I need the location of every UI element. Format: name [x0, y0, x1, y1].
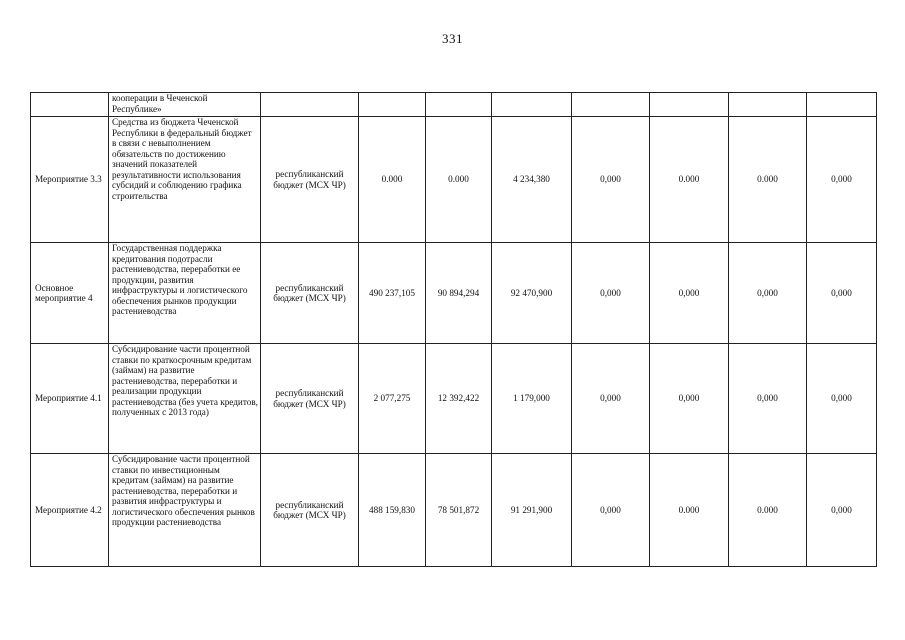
cell-value: 0,000: [572, 243, 650, 344]
cell-value: 91 291,900: [492, 454, 572, 567]
budget-table: [30, 92, 877, 567]
cell-source: республиканский бюджет (МСХ ЧР): [261, 117, 359, 243]
cell-value: 490 237,105: [359, 243, 426, 344]
cell-code: Мероприятие 3.3: [31, 117, 109, 243]
cell-value: 488 159,830: [359, 454, 426, 567]
cell-code: [31, 93, 109, 117]
cell-code: Основное мероприятие 4: [31, 243, 109, 344]
cell-value: 92 470,900: [492, 243, 572, 344]
cell-name: Государственная поддержка кредитования подотрасли растениеводства, переработки ее продукции, развития инфраструктуры и логистического обеспечения рынков продукции растениеводства: [109, 243, 261, 344]
cell-value: 0,000: [807, 243, 877, 344]
cell-value: 0,000: [650, 243, 729, 344]
cell-code: Мероприятие 4.2: [31, 454, 109, 567]
cell-value: 0,000: [572, 454, 650, 567]
cell-name: Субсидирование части процентной ставки по инвестиционным кредитам (займам) на развитие растениеводства, переработки и развития инфраструктуры и логистического обеспечения рынков продукции растениеводства: [109, 454, 261, 567]
cell-value: 0,000: [729, 243, 807, 344]
cell-value: 0,000: [572, 344, 650, 454]
cell-value: [492, 93, 572, 117]
cell-name: кооперации в Чеченской Республике»: [109, 93, 261, 117]
cell-value: 0,000: [807, 344, 877, 454]
cell-value: [650, 93, 729, 117]
cell-name: Субсидирование части процентной ставки по краткосрочным кредитам (займам) на развитие растениеводства, переработки и реализации продукции растениеводства (без учета кредитов, полученных с 2013 года): [109, 344, 261, 454]
cell-value: 1 179,000: [492, 344, 572, 454]
cell-value: 0.000: [650, 454, 729, 567]
cell-source: республиканский бюджет (МСХ ЧР): [261, 344, 359, 454]
cell-value: 0,000: [807, 117, 877, 243]
table-row: [31, 117, 877, 243]
cell-value: 0.000: [426, 117, 492, 243]
cell-value: 0,000: [572, 117, 650, 243]
cell-name: Средства из бюджета Чеченской Республики в федеральный бюджет в связи с невыполнением обязательств по достижению значений показателей результативности использования субсидий и соблюдению графика строительства: [109, 117, 261, 243]
page-number: 331: [442, 31, 463, 46]
cell-value: 0.000: [359, 117, 426, 243]
cell-value: 78 501,872: [426, 454, 492, 567]
cell-source: [261, 93, 359, 117]
cell-value: [426, 93, 492, 117]
cell-value: 0.000: [650, 117, 729, 243]
cell-value: [807, 93, 877, 117]
cell-value: 12 392,422: [426, 344, 492, 454]
cell-value: 0,000: [650, 344, 729, 454]
cell-value: 2 077,275: [359, 344, 426, 454]
table-row: [31, 454, 877, 567]
table-row: [31, 243, 877, 344]
cell-source: республиканский бюджет (МСХ ЧР): [261, 454, 359, 567]
cell-code: Мероприятие 4.1: [31, 344, 109, 454]
table-row: [31, 344, 877, 454]
cell-value: 90 894,294: [426, 243, 492, 344]
cell-value: [729, 93, 807, 117]
cell-value: 0.000: [729, 454, 807, 567]
cell-value: [572, 93, 650, 117]
cell-value: 0.000: [729, 117, 807, 243]
cell-source: республиканский бюджет (МСХ ЧР): [261, 243, 359, 344]
cell-value: 0,000: [807, 454, 877, 567]
table-row-continuation: [31, 93, 877, 117]
cell-value: 4 234,380: [492, 117, 572, 243]
cell-value: 0,000: [729, 344, 807, 454]
cell-value: [359, 93, 426, 117]
